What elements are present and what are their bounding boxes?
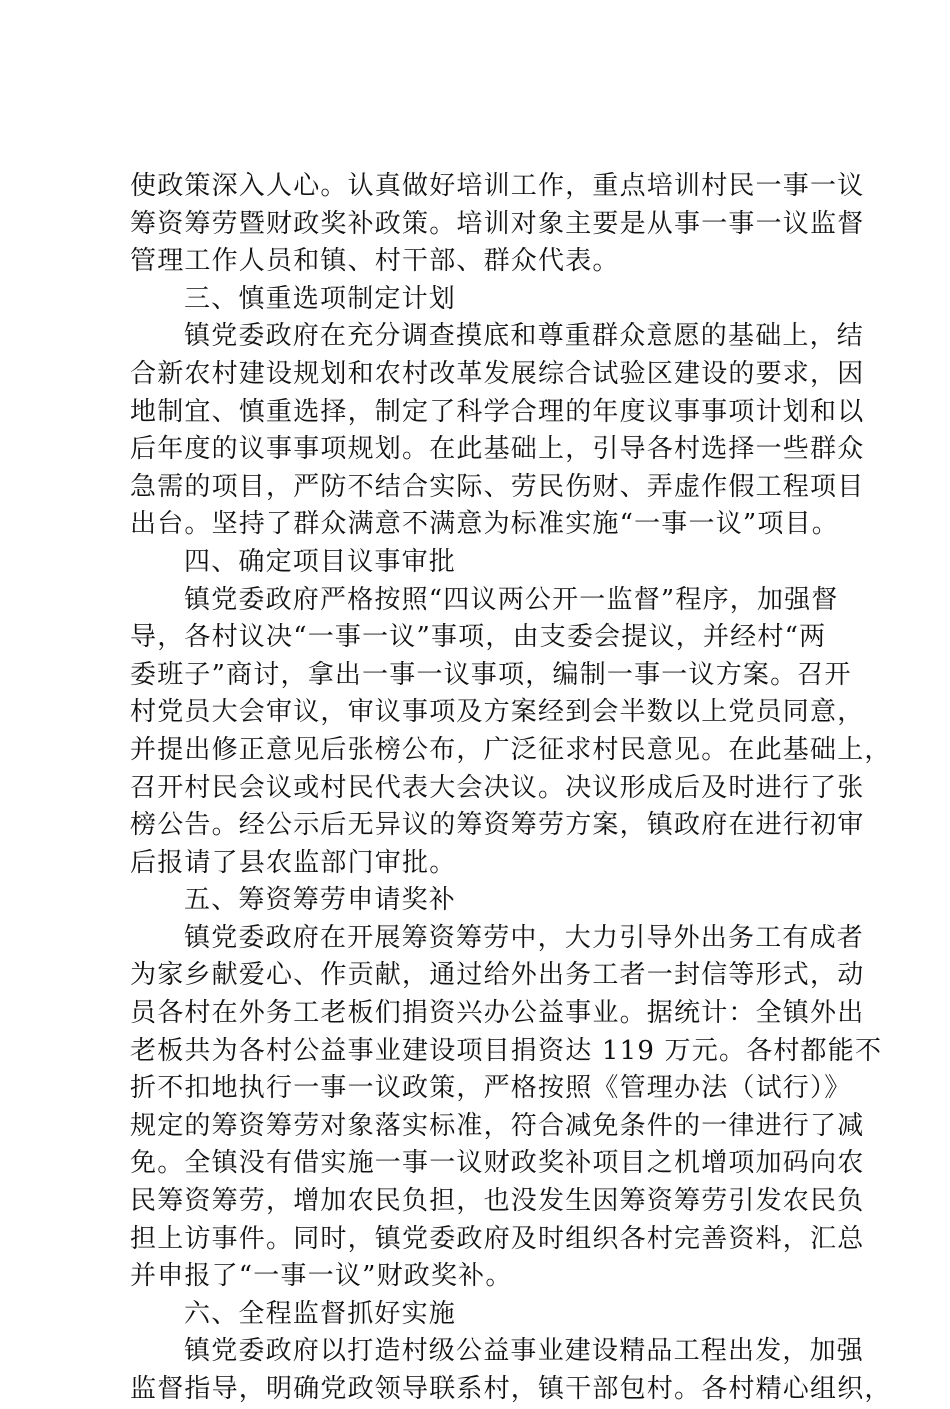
text-line: 老板共为各村公益事业建设项目捐资达 119 万元。各村都能不: [130, 1035, 883, 1066]
text-line: 榜公告。经公示后无异议的筹资筹劳方案，镇政府在进行初审: [130, 810, 865, 841]
text-line: 五、筹资筹劳申请奖补: [184, 885, 457, 916]
text-line: 委班子”商讨，拿出一事一议事项，编制一事一议方案。召开: [130, 659, 852, 690]
text-line: 出台。坚持了群众满意不满意为标准实施“一事一议”项目。: [130, 509, 839, 540]
text-line: 并申报了“一事一议”财政奖补。: [130, 1261, 513, 1292]
text-line: 镇党委政府在开展筹资筹劳中，大力引导外出务工有成者: [184, 922, 865, 953]
text-line: 后报请了县农监部门审批。: [130, 847, 457, 878]
text-line: 筹资筹劳暨财政奖补政策。培训对象主要是从事一事一议监督: [130, 208, 865, 239]
text-line: 镇党委政府在充分调查摸底和尊重群众意愿的基础上，结: [184, 321, 865, 352]
text-line: 急需的项目，严防不结合实际、劳民伤财、弄虚作假工程项目: [130, 471, 865, 502]
text-line: 三、慎重选项制定计划: [184, 283, 457, 314]
text-line: 后年度的议事事项规划。在此基础上，引导各村选择一些群众: [130, 434, 865, 465]
text-line: 民筹资筹劳，增加农民负担，也没发生因筹资筹劳引发农民负: [130, 1186, 865, 1217]
text-line: 监督指导，明确党政领导联系村，镇干部包村。各村精心组织，: [130, 1374, 892, 1404]
text-line: 免。全镇没有借实施一事一议财政奖补项目之机增项加码向农: [130, 1148, 865, 1179]
text-line: 员各村在外务工老板们捐资兴办公益事业。据统计：全镇外出: [130, 998, 865, 1029]
text-line: 管理工作人员和镇、村干部、群众代表。: [130, 246, 620, 277]
text-line: 四、确定项目议事审批: [184, 546, 457, 577]
text-line: 镇党委政府严格按照“四议两公开一监督”程序，加强督: [184, 584, 839, 615]
text-line: 并提出修正意见后张榜公布，广泛征求村民意见。在此基础上，: [130, 734, 892, 765]
document-body: [130, 168, 892, 1409]
text-line: 规定的筹资筹劳对象落实标准，符合减免条件的一律进行了减: [130, 1110, 865, 1141]
text-line: 使政策深入人心。认真做好培训工作，重点培训村民一事一议: [130, 171, 865, 201]
text-line: 地制宜、慎重选择，制定了科学合理的年度议事事项计划和以: [130, 396, 865, 427]
text-line: 召开村民会议或村民代表大会决议。决议形成后及时进行了张: [130, 772, 865, 803]
text-line: 村党员大会审议，审议事项及方案经到会半数以上党员同意，: [130, 697, 865, 728]
text-line: 镇党委政府以打造村级公益事业建设精品工程出发，加强: [184, 1336, 865, 1367]
text-line: 为家乡献爱心、作贡献，通过给外出务工者一封信等形式，动: [130, 960, 865, 991]
text-line: 六、全程监督抓好实施: [184, 1298, 457, 1329]
text-line: 担上访事件。同时，镇党委政府及时组织各村完善资料，汇总: [130, 1223, 865, 1254]
text-line: 合新农村建设规划和农村改革发展综合试验区建设的要求，因: [130, 358, 865, 389]
text-line: 导，各村议决“一事一议”事项，由支委会提议，并经村“两: [130, 622, 827, 653]
text-line: 折不扣地执行一事一议政策，严格按照《管理办法（试行）》: [130, 1073, 852, 1104]
